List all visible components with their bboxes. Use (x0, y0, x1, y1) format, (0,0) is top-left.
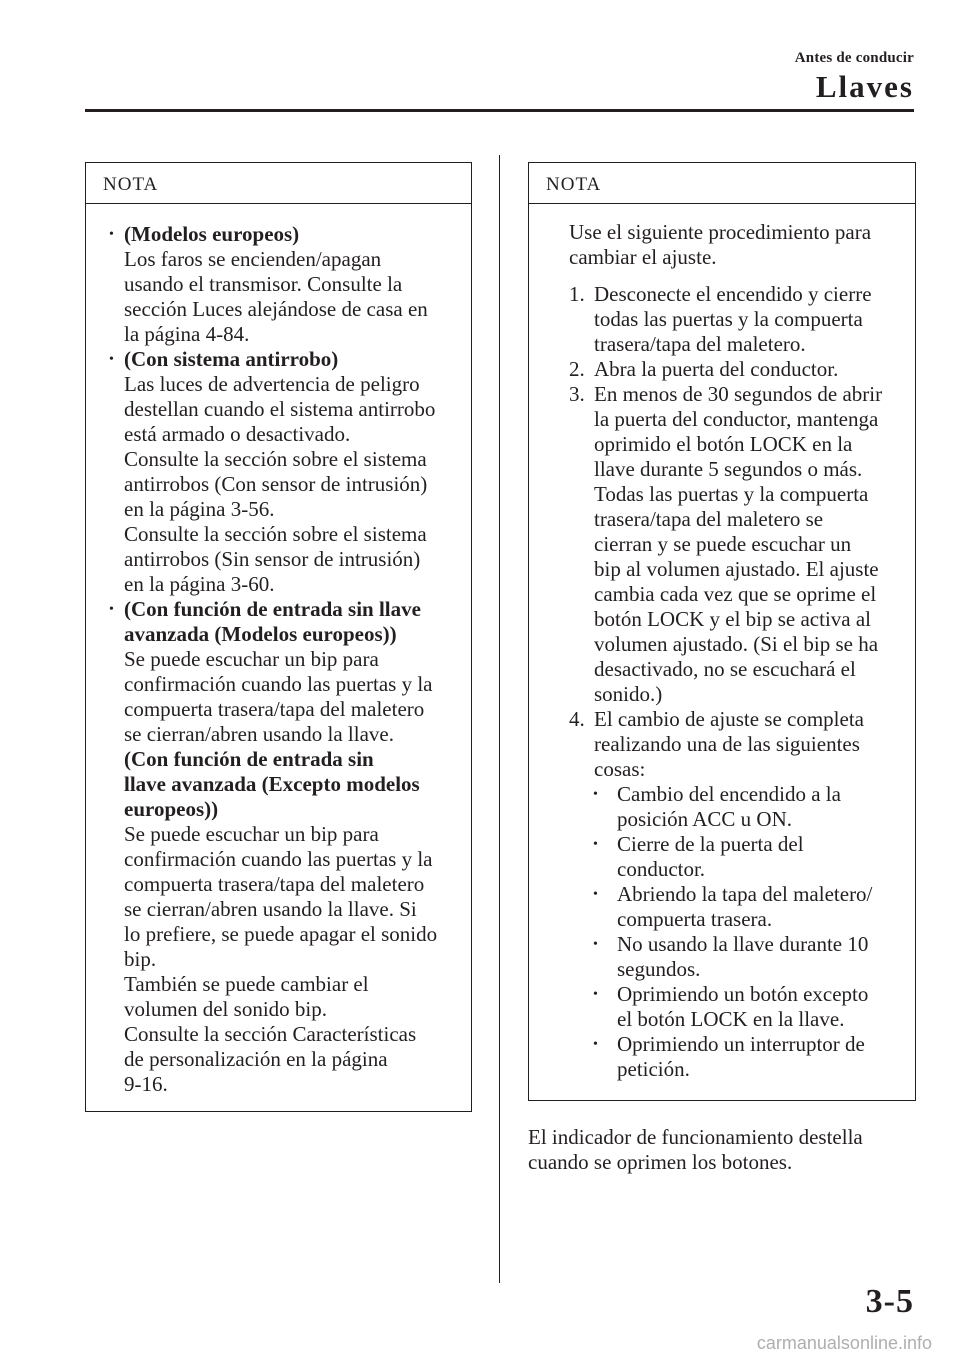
text-line: Consulte la sección Características (124, 1022, 417, 1046)
text-line: compuerta trasera. (617, 907, 773, 931)
text-line: compuerta trasera/tapa del maletero (124, 872, 425, 896)
text-line: Desconecte el encendido y cierre (594, 282, 872, 306)
text-line: cierran y se puede escuchar un (594, 532, 852, 556)
chapter-title: Llaves (815, 69, 914, 104)
text-line: Oprimiendo un botón excepto (617, 982, 869, 1006)
note-title: NOTA (86, 163, 471, 204)
bullet-icon: • (593, 787, 598, 802)
step-number: 1. (569, 282, 585, 306)
text-line: Todas las puertas y la compuerta (594, 482, 869, 506)
text-line: Consulte la sección sobre el sistema (124, 447, 427, 471)
page-header (795, 50, 914, 105)
step-number: 4. (569, 707, 585, 731)
sub-bullet (569, 982, 915, 1032)
bullet-heading: (Con función de entrada sin llave (124, 597, 421, 621)
sub-heading: europeos)) (124, 797, 219, 821)
text-line: volumen ajustado. (Si el bip se ha (594, 632, 879, 656)
note-title: NOTA (529, 163, 915, 204)
bullet-heading: avanzada (Modelos europeos)) (124, 622, 397, 646)
text-line: de personalización en la página (124, 1047, 388, 1071)
text-line: Cambio del encendido a la (617, 782, 841, 806)
header-rule (85, 109, 914, 112)
sub-bullet (569, 782, 915, 832)
text-line: El indicador de funcionamiento destella (528, 1125, 863, 1149)
text-line: en la página 3-56. (124, 497, 275, 521)
text-line: Se puede escuchar un bip para (124, 647, 379, 671)
text-line: No usando la llave durante 10 (617, 932, 869, 956)
text-line: bip al volumen ajustado. El ajuste (594, 557, 879, 581)
text-line: conductor. (617, 857, 706, 881)
text-line: Los faros se encienden/apagan (124, 247, 382, 271)
sub-bullet (569, 932, 915, 982)
text-line: se cierran/abren usando la llave. (124, 722, 394, 746)
text-line: cuando se oprimen los botones. (528, 1150, 793, 1174)
bullet-icon: • (593, 1037, 598, 1052)
text-line: volumen del sonido bip. (124, 997, 327, 1021)
text-line: confirmación cuando las puertas y la (124, 847, 433, 871)
text-line: Oprimiendo un interruptor de (617, 1032, 865, 1056)
text-line: cosas: (594, 757, 646, 781)
text-line: usando el transmisor. Consulte la (124, 272, 403, 296)
text-line: en la página 3-60. (124, 572, 275, 596)
text-line: segundos. (617, 957, 701, 981)
bullet-heading: (Con sistema antirrobo) (124, 347, 339, 371)
bullet-icon: • (593, 937, 598, 952)
sub-bullet (569, 1032, 915, 1082)
watermark: carmanualsonline.info (756, 1333, 932, 1353)
text-line: el botón LOCK en la llave. (617, 1007, 845, 1031)
text-line: está armado o desactivado. (124, 422, 351, 446)
step-number: 3. (569, 382, 585, 406)
sub-heading: (Con función de entrada sin (124, 747, 374, 771)
text-line: llave durante 5 segundos o más. (594, 457, 863, 481)
bullet-icon: • (593, 987, 598, 1002)
text-line: la puerta del conductor, mantenga (594, 407, 879, 431)
sub-bullet (569, 832, 915, 882)
text-line: Consulte la sección sobre el sistema (124, 522, 427, 546)
text-line: Abriendo la tapa del maletero/ (617, 882, 873, 906)
text-line: Cierre de la puerta del (617, 832, 804, 856)
text-line: se cierran/abren usando la llave. Si (124, 897, 417, 921)
text-line: confirmación cuando las puertas y la (124, 672, 433, 696)
note-bullet (109, 222, 471, 347)
section-title: Antes de conducir (794, 50, 914, 66)
text-line: lo prefiere, se puede apagar el sonido (124, 922, 438, 946)
text-line: trasera/tapa del maletero se (594, 507, 824, 531)
note-intro (569, 220, 915, 270)
column-divider (499, 155, 500, 1283)
bullet-icon: • (593, 837, 598, 852)
text-line: Abra la puerta del conductor. (594, 357, 839, 381)
text-line: bip. (124, 947, 157, 971)
text-line: Use el siguiente procedimiento para (569, 220, 872, 244)
step-item (569, 282, 915, 357)
text-line: sonido.) (594, 682, 663, 706)
page-number: 3-5 (865, 1283, 914, 1320)
text-line: compuerta trasera/tapa del maletero (124, 697, 425, 721)
text-line: sección Luces alejándose de casa en (124, 297, 428, 321)
note-bullet (109, 597, 471, 1097)
text-line: trasera/tapa del maletero. (594, 332, 806, 356)
note-box-left (85, 162, 472, 1112)
text-line: Se puede escuchar un bip para (124, 822, 379, 846)
bullet-icon: • (109, 352, 114, 367)
text-line: la página 4-84. (124, 322, 250, 346)
sub-bullet (569, 882, 915, 932)
note-box-right (528, 162, 916, 1101)
bullet-icon: • (109, 227, 114, 242)
text-line: antirrobos (Con sensor de intrusión) (124, 472, 428, 496)
bullet-heading: (Modelos europeos) (124, 222, 300, 246)
text-line: petición. (617, 1057, 690, 1081)
text-line: oprimido el botón LOCK en la (594, 432, 853, 456)
text-line: También se puede cambiar el (124, 972, 369, 996)
sub-heading: llave avanzada (Excepto modelos (124, 772, 420, 796)
text-line: desactivado, no se escuchará el (594, 657, 856, 681)
text-line: realizando una de las siguientes (594, 732, 860, 756)
step-item (569, 707, 915, 782)
step-item (569, 357, 915, 382)
text-line: 9-16. (124, 1072, 168, 1096)
text-line: botón LOCK y el bip se activa al (594, 607, 872, 631)
text-line: destellan cuando el sistema antirrobo (124, 397, 436, 421)
bullet-icon: • (109, 602, 114, 617)
text-line: El cambio de ajuste se completa (594, 707, 864, 731)
step-item (569, 382, 915, 707)
step-number: 2. (569, 357, 585, 381)
text-line: antirrobos (Sin sensor de intrusión) (124, 547, 421, 571)
note-bullet (109, 347, 471, 597)
bullet-icon: • (593, 887, 598, 902)
text-line: cambia cada vez que se oprime el (594, 582, 877, 606)
text-line: cambiar el ajuste. (569, 245, 717, 269)
text-line: En menos de 30 segundos de abrir (594, 382, 883, 406)
text-line: posición ACC u ON. (617, 807, 793, 831)
text-line: todas las puertas y la compuerta (594, 307, 863, 331)
text-line: Las luces de advertencia de peligro (124, 372, 420, 396)
body-paragraph (528, 1125, 914, 1175)
